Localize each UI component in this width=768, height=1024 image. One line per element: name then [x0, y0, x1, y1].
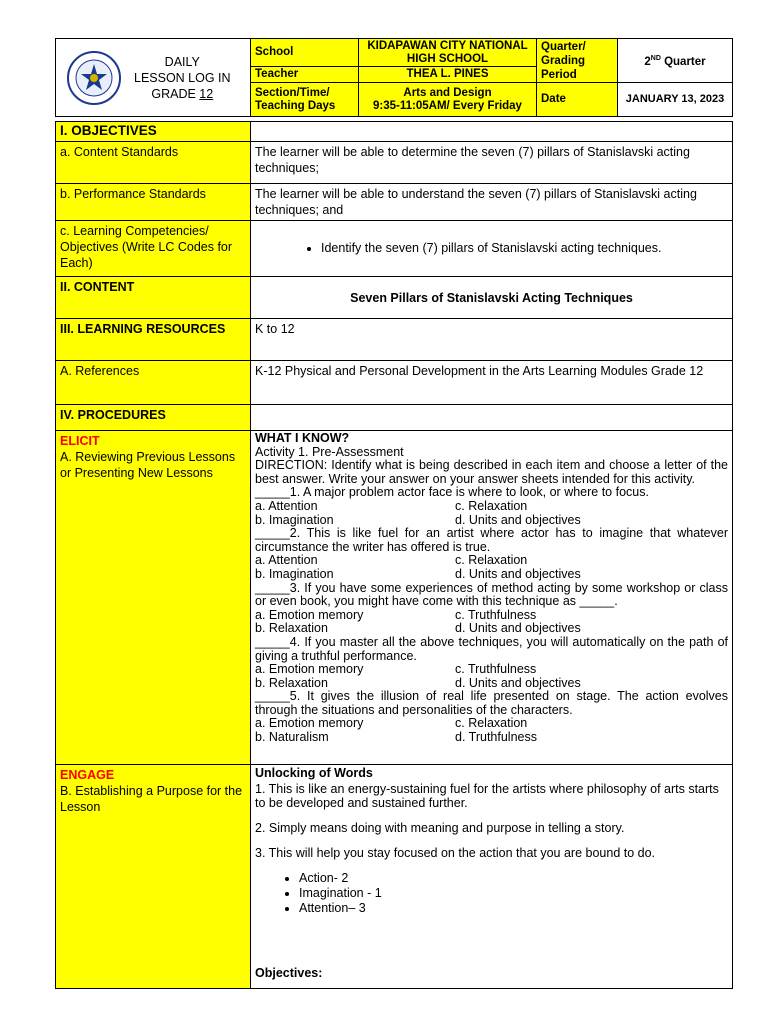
teacher-value: THEA L. PINES: [359, 67, 537, 83]
engage-content: [251, 765, 733, 989]
engage-tag: ENGAGE: [60, 768, 115, 782]
content-standards-label: a. Content Standards: [56, 142, 251, 184]
question-2-options-row1: a. Attention c. Relaxation: [255, 553, 528, 568]
log-grade: GRADE 12: [151, 86, 214, 101]
question-3-options-row1: a. Emotion memory c. Truthfulness: [255, 607, 537, 622]
elicit-direction: DIRECTION: Identify what is being described in each item and choose a letter of the best answer. Write your answer on your answer sheets intended for this activity.: [255, 458, 728, 486]
question-3: _____3. If you have some experiences of method acting by some workshop or class or even book, you might have come with this technique as _____.: [255, 580, 728, 609]
references-value: K-12 Physical and Personal Development in the Arts Learning Modules Grade 12: [251, 361, 733, 405]
question-5-options-row1: a. Emotion memory c. Relaxation: [255, 716, 528, 731]
quarter-value: 2ND Quarter: [618, 39, 733, 83]
elicit-label-cell: [56, 431, 251, 765]
question-5: _____5. It gives the illusion of real life presented on stage. The action evolves through the situations and personalities of the characters.: [255, 689, 728, 717]
header-table: [55, 38, 733, 117]
section-label: Section/Time/ Teaching Days: [251, 83, 359, 117]
engage-objectives-label: Objectives:: [255, 966, 323, 980]
answer-item: • Imagination - 1: [299, 886, 728, 901]
date-value: JANUARY 13, 2023: [618, 83, 733, 117]
teacher-label: Teacher: [251, 67, 359, 83]
question-2: _____2. This is like fuel for an artist where actor has to imagine that whatever circumstance the writer has offered is true.: [255, 526, 728, 554]
engage-item-1: 1. This is like an energy-sustaining fuel for the artists where philosophy of arts starts to be developed and sustained further.: [255, 782, 719, 810]
log-title-line2: LESSON LOG IN: [134, 70, 231, 85]
objectives-heading-blank: [251, 122, 733, 142]
header-logo-cell: [56, 39, 251, 117]
content-heading: II. CONTENT: [56, 277, 251, 319]
quarter-label: Quarter/ Grading Period: [537, 39, 618, 83]
date-label: Date: [537, 83, 618, 117]
question-3-options-row2: b. Relaxation d. Units and objectives: [255, 621, 581, 636]
engage-label: B. Establishing a Purpose for the Lesson: [60, 784, 243, 814]
question-2-options-row2: b. Imagination d. Units and objectives: [255, 566, 581, 581]
engage-label-cell: [56, 765, 251, 989]
competencies-label: c. Learning Competencies/ Objectives (Write LC Codes for Each): [56, 221, 251, 277]
question-1-options-row1: a. Attention c. Relaxation: [255, 498, 528, 513]
elicit-label: A. Reviewing Previous Lessons or Presenting New Lessons: [60, 450, 236, 480]
references-label: A. References: [56, 361, 251, 405]
procedures-heading: IV. PROCEDURES: [56, 405, 251, 431]
elicit-activity: Activity 1. Pre-Assessment: [255, 444, 404, 459]
engage-item-3: 3. This will help you stay focused on the action that you are bound to do.: [255, 846, 656, 860]
competency-item: • Identify the seven (7) pillars of Stanislavski acting techniques.: [321, 241, 728, 256]
section-value: Arts and Design 9:35-11:05AM/ Every Friday: [359, 83, 537, 117]
performance-standards-label: b. Performance Standards: [56, 184, 251, 221]
answer-item: • Attention– 3: [299, 901, 728, 916]
resources-value: K to 12: [251, 319, 733, 361]
question-4-options-row2: b. Relaxation d. Units and objectives: [255, 675, 581, 690]
resources-heading: III. LEARNING RESOURCES: [56, 319, 251, 361]
performance-standards-text: The learner will be able to understand the seven (7) pillars of Stanislavski acting techniques; and: [251, 184, 733, 221]
lesson-log-page: [55, 38, 732, 989]
competencies-cell: [251, 221, 733, 277]
question-5-options-row2: b. Naturalism d. Truthfulness: [255, 730, 537, 745]
objectives-heading: I. OBJECTIVES: [56, 122, 251, 142]
question-1: _____1. A major problem actor face is where to look, or where to focus.: [255, 485, 649, 500]
content-title: Seven Pillars of Stanislavski Acting Techniques: [251, 277, 733, 319]
content-standards-text: The learner will be able to determine the seven (7) pillars of Stanislavski acting techniques;: [251, 142, 733, 184]
question-1-options-row2: b. Imagination d. Units and objectives: [255, 512, 581, 527]
question-4: _____4. If you master all the above techniques, you will automatically on the path of giving a truthful performance.: [255, 634, 728, 663]
elicit-content: [251, 431, 733, 765]
engage-title: Unlocking of Words: [255, 766, 373, 780]
deped-seal-icon: [66, 50, 122, 106]
elicit-tag: ELICIT: [60, 434, 100, 448]
school-value: KIDAPAWAN CITY NATIONAL HIGH SCHOOL: [359, 39, 537, 67]
procedures-heading-blank: [251, 405, 733, 431]
elicit-title: WHAT I KNOW?: [255, 431, 350, 445]
answer-item: • Action- 2: [299, 871, 728, 886]
engage-answer-list: [255, 871, 728, 916]
lesson-body-table: [55, 121, 733, 989]
question-4-options-row1: a. Emotion memory c. Truthfulness: [255, 662, 537, 677]
school-label: School: [251, 39, 359, 67]
log-title-line1: DAILY: [164, 54, 200, 69]
engage-item-2: 2. Simply means doing with meaning and purpose in telling a story.: [255, 821, 625, 835]
